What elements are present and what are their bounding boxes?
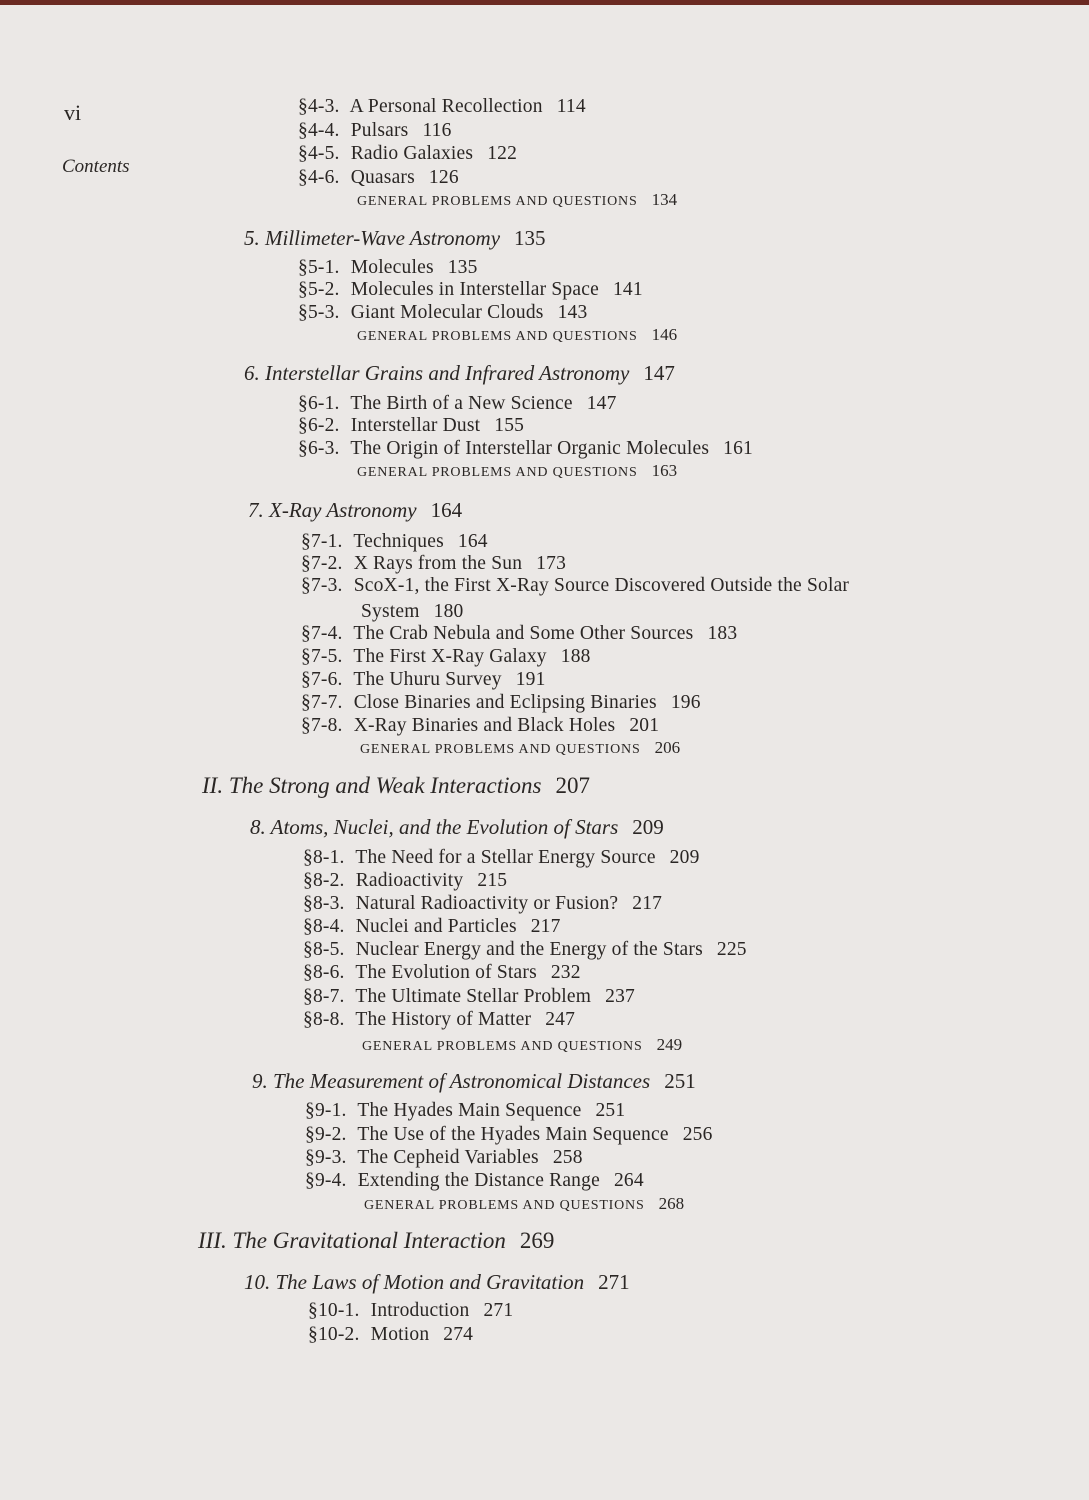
toc-entry-number: §4-5.	[298, 143, 340, 164]
toc-entry-number: §5-2.	[298, 279, 340, 300]
toc-entry-sec	[303, 939, 747, 961]
toc-entry-page: 268	[658, 1194, 685, 1213]
toc-entry-number: §5-1.	[298, 257, 340, 278]
toc-entry-gp	[364, 1194, 684, 1214]
toc-entry-page: 134	[651, 190, 678, 209]
toc-entry-title: X-Ray Astronomy	[269, 498, 417, 522]
toc-entry-page: 225	[716, 939, 747, 960]
toc-entry-page: 209	[669, 847, 700, 868]
toc-entry-number: §6-3.	[298, 438, 340, 459]
page-top-edge	[0, 0, 1089, 5]
toc-entry-sec	[298, 167, 459, 189]
toc-entry-title: Giant Molecular Clouds	[350, 302, 544, 323]
toc-entry-number: §7-4.	[301, 623, 343, 644]
toc-entry-page: 247	[545, 1009, 576, 1030]
toc-entry-page: 188	[560, 646, 591, 667]
toc-entry-sec	[298, 257, 478, 279]
toc-entry-part	[198, 1228, 554, 1254]
toc-entry-title: Techniques	[353, 531, 444, 552]
toc-entry-ch	[244, 361, 675, 386]
toc-entry-gp	[362, 1035, 682, 1055]
toc-entry-page: 271	[598, 1270, 630, 1294]
toc-entry-page: 163	[651, 461, 678, 480]
toc-entry-page: 274	[443, 1324, 474, 1345]
toc-entry-number: §8-8.	[303, 1009, 345, 1030]
toc-entry-sec	[305, 1170, 644, 1192]
toc-entry-page: 215	[477, 870, 508, 891]
toc-entry-gp	[357, 325, 677, 345]
toc-entry-sec	[298, 279, 643, 301]
toc-entry-sec	[301, 715, 659, 737]
toc-entry-title: Extending the Distance Range	[357, 1170, 600, 1191]
toc-entry-number: §7-2.	[301, 553, 343, 574]
toc-entry-page: 143	[557, 302, 588, 323]
toc-entry-page: 164	[430, 498, 463, 522]
toc-entry-number: §7-1.	[301, 531, 343, 552]
toc-entry-ch	[244, 226, 546, 251]
toc-entry-page: 122	[487, 143, 518, 164]
toc-entry-number: 10.	[244, 1270, 271, 1294]
toc-entry-number: §7-8.	[301, 715, 343, 736]
toc-entry-number: 5.	[244, 226, 260, 250]
toc-entry-page: 164	[457, 531, 488, 552]
toc-entry-page: 180	[433, 601, 464, 622]
toc-entry-title: The Strong and Weak Interactions	[228, 773, 542, 798]
toc-entry-part	[202, 773, 590, 799]
toc-entry-sec	[305, 1147, 583, 1169]
toc-entry-sec	[301, 692, 701, 714]
toc-entry-page: 183	[707, 623, 738, 644]
toc-entry-sec	[298, 302, 587, 324]
toc-entry-number: §4-3.	[298, 96, 340, 117]
toc-entry-sec	[303, 893, 662, 915]
toc-entry-number: 9.	[252, 1069, 268, 1093]
toc-entry-gp	[357, 190, 677, 210]
toc-entry-page: 256	[682, 1124, 713, 1145]
toc-entry-page: 141	[612, 279, 643, 300]
toc-entry-title: Interstellar Dust	[350, 415, 481, 436]
toc-entry-number: III.	[198, 1228, 227, 1253]
toc-entry-number: §8-7.	[303, 986, 345, 1007]
toc-entry-title: Radioactivity	[355, 870, 464, 891]
toc-entry-title: Quasars	[350, 167, 415, 188]
toc-entry-sec	[301, 575, 849, 597]
toc-entry-page: 116	[422, 120, 452, 141]
toc-entry-page: 258	[552, 1147, 583, 1168]
toc-entry-number: §8-1.	[303, 847, 345, 868]
toc-entry-number: §8-5.	[303, 939, 345, 960]
toc-entry-number: §7-7.	[301, 692, 343, 713]
toc-entry-sec	[301, 669, 546, 691]
toc-entry-title: The Origin of Interstellar Organic Molecules	[350, 438, 710, 459]
toc-entry-page: 135	[447, 257, 478, 278]
toc-entry-sec	[303, 870, 507, 892]
toc-entry-ch	[252, 1069, 696, 1094]
toc-entry-number: §4-6.	[298, 167, 340, 188]
toc-entry-title: The Need for a Stellar Energy Source	[355, 847, 656, 868]
toc-entry-number: §5-3.	[298, 302, 340, 323]
toc-entry-page: 269	[519, 1228, 555, 1253]
toc-entry-title: Nuclear Energy and the Energy of the Stars	[355, 939, 703, 960]
toc-entry-title: Interstellar Grains and Infrared Astronomy	[265, 361, 630, 385]
toc-entry-number: §10-1.	[308, 1300, 360, 1321]
toc-entry-sec	[298, 393, 617, 415]
toc-entry-title: GENERAL PROBLEMS AND QUESTIONS	[357, 329, 638, 344]
toc-entry-sec	[298, 120, 452, 142]
toc-entry-ch	[244, 1270, 630, 1295]
toc-entry-page: 161	[723, 438, 753, 459]
toc-entry-page: 191	[515, 669, 546, 690]
toc-entry-title: Radio Galaxies	[350, 143, 474, 164]
toc-entry-title: Pulsars	[350, 120, 409, 141]
toc-entry-title: ScoX-1, the First X-Ray Source Discovered Outside the Solar	[353, 575, 850, 596]
toc-entry-title: The Laws of Motion and Gravitation	[275, 1270, 585, 1294]
toc-entry-sec	[298, 96, 586, 118]
toc-entry-page: 217	[632, 893, 663, 914]
toc-entry-page: 237	[605, 986, 635, 1007]
toc-entry-page: 249	[656, 1035, 683, 1054]
toc-entry-title: The Crab Nebula and Some Other Sources	[353, 623, 694, 644]
toc-entry-sec	[298, 415, 524, 437]
toc-entry-sec	[305, 1100, 625, 1122]
toc-entry-title: The Birth of a New Science	[350, 393, 573, 414]
toc-entry-title: The Gravitational Interaction	[232, 1228, 506, 1253]
toc-entry-title: The Use of the Hyades Main Sequence	[357, 1124, 669, 1145]
toc-entry-title: The Uhuru Survey	[353, 669, 502, 690]
toc-entry-number: §6-2.	[298, 415, 340, 436]
toc-entry-number: §8-4.	[303, 916, 345, 937]
toc-entry-sec	[301, 531, 488, 553]
page-number: vi	[64, 100, 82, 125]
toc-entry-title: Nuclei and Particles	[355, 916, 517, 937]
toc-entry-number: §9-4.	[305, 1170, 347, 1191]
toc-entry-sec	[308, 1324, 473, 1346]
toc-entry-page: 271	[483, 1300, 514, 1321]
toc-entry-page: 126	[428, 167, 459, 188]
toc-entry-title: Natural Radioactivity or Fusion?	[355, 893, 619, 914]
toc-entry-page: 196	[670, 692, 701, 713]
toc-entry-title: GENERAL PROBLEMS AND QUESTIONS	[360, 742, 641, 757]
toc-entry-number: §9-3.	[305, 1147, 347, 1168]
toc-entry-title: The First X-Ray Galaxy	[353, 646, 547, 667]
running-head: Contents	[62, 156, 130, 177]
toc-entry-sec	[308, 1300, 513, 1322]
toc-entry-number: §8-6.	[303, 962, 345, 983]
toc-entry-sec	[298, 438, 753, 460]
toc-entry-title: Molecules	[350, 257, 434, 278]
toc-entry-page: 147	[643, 361, 675, 385]
toc-entry-page: 251	[595, 1100, 626, 1121]
toc-entry-title: GENERAL PROBLEMS AND QUESTIONS	[357, 194, 638, 209]
toc-entry-page: 209	[632, 815, 664, 839]
toc-entry-title: The History of Matter	[355, 1009, 532, 1030]
toc-entry-number: 8.	[250, 815, 266, 839]
toc-entry-page: 206	[654, 738, 681, 757]
toc-entry-page: 232	[550, 962, 581, 983]
toc-entry-page: 155	[494, 415, 525, 436]
toc-entry-title: Atoms, Nuclei, and the Evolution of Stars	[270, 815, 619, 839]
toc-entry-page: 207	[555, 773, 590, 798]
toc-entry-title: X Rays from the Sun	[353, 553, 523, 574]
toc-entry-title: Millimeter-Wave Astronomy	[265, 226, 501, 250]
toc-entry-sec	[303, 916, 561, 938]
toc-entry-title: The Ultimate Stellar Problem	[355, 986, 592, 1007]
toc-entry-page: 251	[664, 1069, 696, 1093]
toc-entry-page: 217	[530, 916, 561, 937]
toc-entry-page: 135	[514, 226, 546, 250]
toc-entry-sec	[303, 847, 700, 869]
toc-entry-sec	[305, 1124, 713, 1146]
toc-entry-sec	[301, 623, 737, 645]
toc-entry-title: Motion	[370, 1324, 430, 1345]
toc-entry-page: 146	[651, 325, 678, 344]
toc-entry-title: The Hyades Main Sequence	[357, 1100, 582, 1121]
toc-entry-sec	[303, 986, 635, 1008]
toc-entry-page: 264	[613, 1170, 644, 1191]
toc-entry-number: II.	[202, 773, 224, 798]
toc-entry-sec	[303, 962, 581, 984]
toc-entry-number: §4-4.	[298, 120, 340, 141]
toc-entry-cont	[361, 601, 463, 623]
toc-entry-gp	[357, 461, 677, 481]
toc-entry-number: §8-3.	[303, 893, 345, 914]
toc-entry-ch	[248, 498, 462, 523]
toc-entry-number: §7-3.	[301, 575, 343, 596]
toc-entry-number: §7-5.	[301, 646, 343, 667]
toc-entry-title: The Measurement of Astronomical Distances	[273, 1069, 651, 1093]
toc-entry-title: GENERAL PROBLEMS AND QUESTIONS	[362, 1039, 643, 1054]
toc-entry-page: 201	[629, 715, 660, 736]
toc-entry-number: 7.	[248, 498, 264, 522]
toc-entry-sec	[298, 143, 517, 165]
toc-entry-title: System	[361, 601, 420, 622]
toc-entry-page: 147	[586, 393, 617, 414]
toc-entry-title: Close Binaries and Eclipsing Binaries	[353, 692, 657, 713]
toc-entry-number: §6-1.	[298, 393, 340, 414]
toc-entry-sec	[301, 553, 566, 575]
toc-entry-number: §8-2.	[303, 870, 345, 891]
toc-entry-number: §9-1.	[305, 1100, 347, 1121]
toc-entry-title: GENERAL PROBLEMS AND QUESTIONS	[364, 1198, 645, 1213]
toc-entry-number: §10-2.	[308, 1324, 360, 1345]
toc-entry-sec	[301, 646, 591, 668]
toc-entry-title: Introduction	[370, 1300, 470, 1321]
toc-entry-gp	[360, 738, 680, 758]
toc-entry-title: GENERAL PROBLEMS AND QUESTIONS	[357, 465, 638, 480]
toc-entry-number: 6.	[244, 361, 260, 385]
toc-entry-page: 114	[556, 96, 586, 117]
toc-entry-title: A Personal Recollection	[349, 96, 543, 117]
toc-entry-sec	[303, 1009, 575, 1031]
toc-entry-number: §9-2.	[305, 1124, 347, 1145]
toc-entry-ch	[250, 815, 664, 840]
toc-entry-title: The Evolution of Stars	[355, 962, 537, 983]
toc-entry-page: 173	[536, 553, 567, 574]
toc-entry-title: The Cepheid Variables	[357, 1147, 539, 1168]
toc-entry-number: §7-6.	[301, 669, 343, 690]
toc-entry-title: Molecules in Interstellar Space	[350, 279, 599, 300]
toc-entry-title: X-Ray Binaries and Black Holes	[353, 715, 616, 736]
